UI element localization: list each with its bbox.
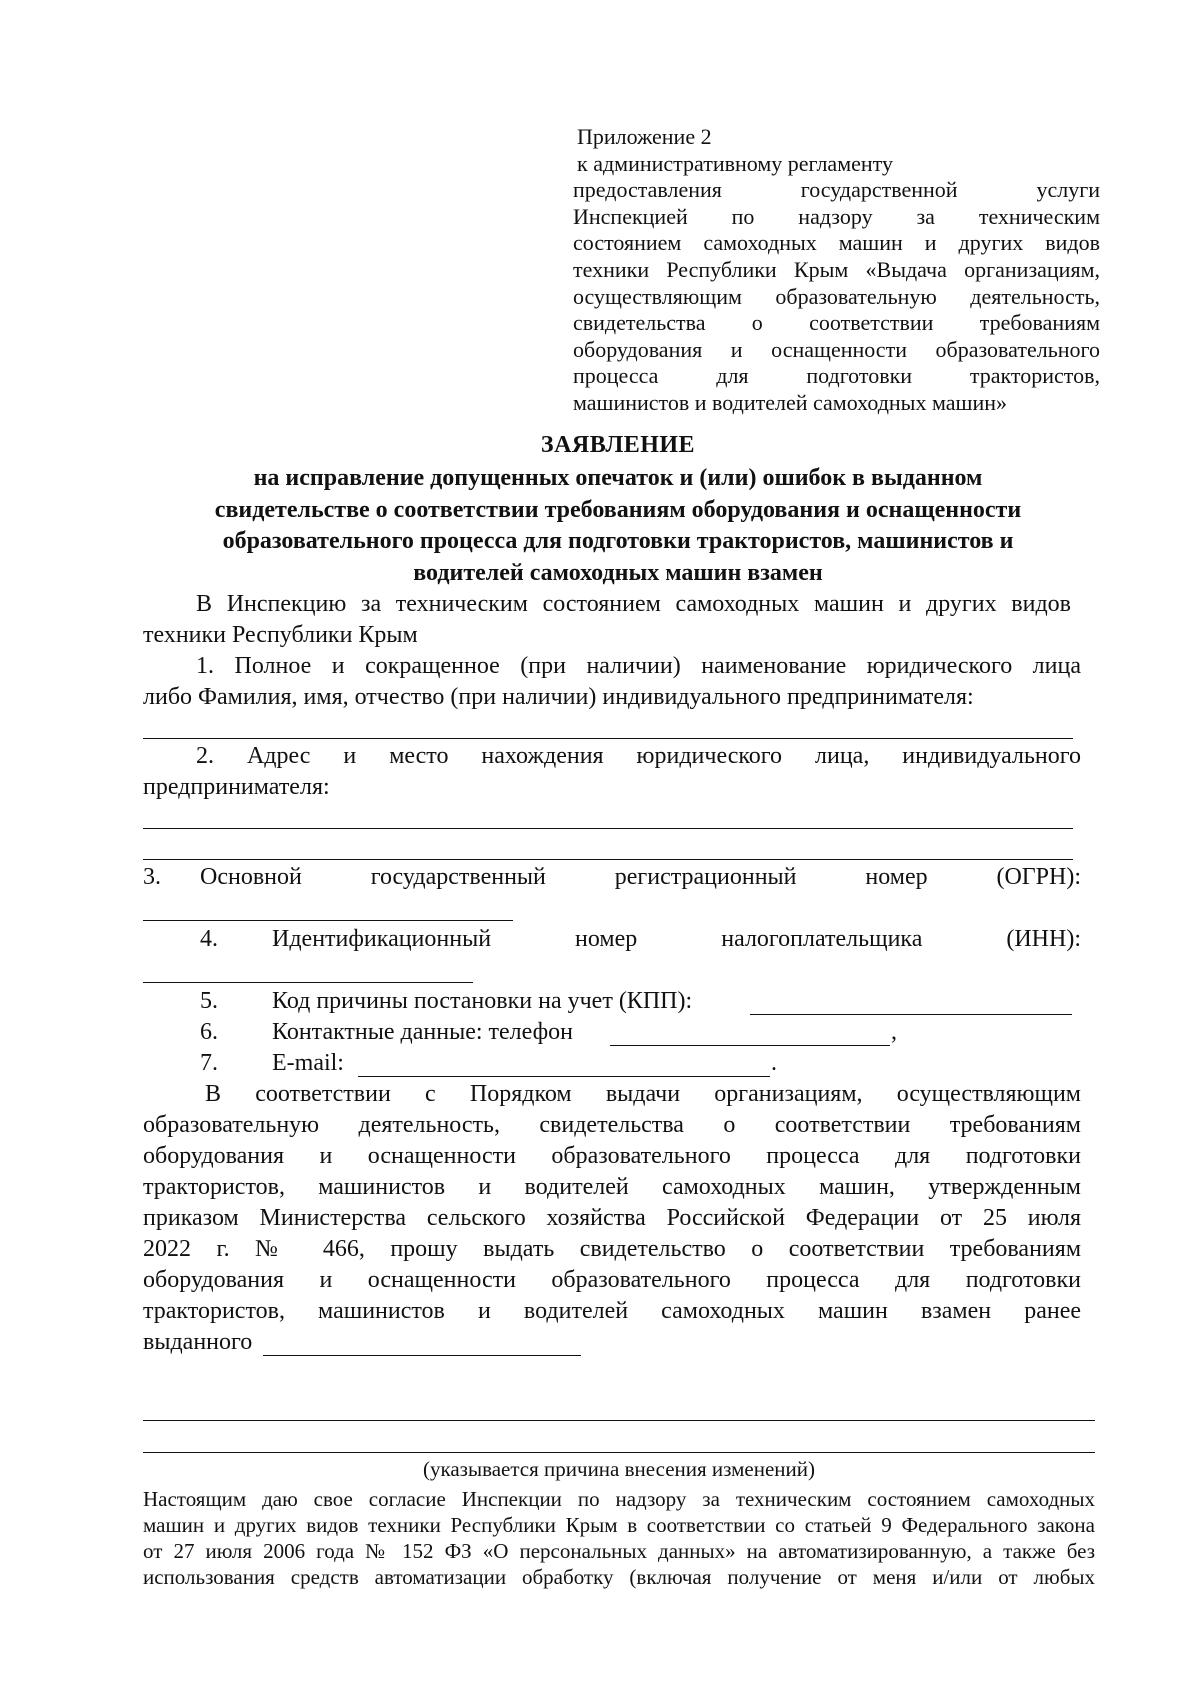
request-line: приказом Министерства сельского хозяйства Российской Федерации от 25 июля [143,1205,1081,1231]
consent-line: использования средств автоматизации обработку (включая получение от меня и/или от любых [143,1565,1095,1589]
request-line: 2022 г. № 466, прошу выдать свидетельство о соответствии требованиям [143,1236,1081,1262]
addressee-line: В Инспекцию за техническим состоянием самоходных машин и других видов [196,591,1071,617]
item2-field-line[interactable] [143,828,1073,829]
document-title: ЗАЯВЛЕНИЕ [540,432,696,458]
appendix-line: оборудования и оснащенности образовательного [573,336,1100,362]
subtitle-line: на исправление допущенных опечаток и (или) ошибок в выданном [253,465,983,491]
ogrn-field-line[interactable] [143,920,513,921]
appendix-line: свидетельства о соответствии требованиям [573,310,1100,336]
consent-line: Настоящим даю свое согласие Инспекции по надзору за техническим состоянием самоходных [143,1487,1095,1511]
item2-label-cont: предпринимателя: [143,774,330,800]
request-line: В соответствии с Порядком выдачи организациям, осуществляющим [205,1081,1081,1107]
item7-number: 7. [200,1050,218,1076]
appendix-regulation: к административному регламенту [577,150,893,176]
item6-number: 6. [200,1019,218,1045]
request-line: трактористов, машинистов и водителей самоходных машин взамен ранее [143,1298,1081,1324]
item6-text: Контактные данные: телефон [272,1019,573,1045]
item2-field-line-2[interactable] [143,859,1073,860]
item1-field-line[interactable] [143,738,1073,739]
reason-field-line-2[interactable] [143,1452,1095,1453]
item4-text: Идентификационный номер налогоплательщика (ИНН): [272,926,1081,952]
appendix-line: состоянием самоходных машин и других видов [573,230,1100,256]
consent-line: машин и других видов техники Республики Крым в соответствии со статьей 9 Федерального закона [143,1513,1095,1537]
item7-text: E-mail: [272,1050,344,1076]
appendix-line: процесса для подготовки трактористов, [573,363,1100,389]
appendix-line: предоставления государственной услуги [573,177,1100,203]
item2-label: 2. Адрес и место нахождения юридического лица, индивидуального [196,743,1081,769]
request-line: оборудования и оснащенности образовательного процесса для подготовки [143,1143,1081,1169]
subtitle-line: образовательного процесса для подготовки трактористов, машинистов и [222,528,1014,554]
item3-number: 3. [143,864,161,890]
phone-field-line[interactable] [610,1045,890,1046]
request-line: оборудования и оснащенности образовательного процесса для подготовки [143,1267,1081,1293]
item5-number: 5. [200,988,218,1014]
appendix-block [573,124,1100,417]
subtitle-line: водителей самоходных машин взамен [413,559,823,586]
reason-caption: (указывается причина внесения изменений) [422,1457,816,1481]
item3-text: Основной государственный регистрационный номер (ОГРН): [200,864,1081,890]
item7-tail: . [771,1050,777,1076]
previous-certificate-field-line[interactable] [263,1355,581,1356]
request-line: образовательную деятельность, свидетельства о соответствии требованиям [143,1112,1081,1138]
appendix-line: техники Республики Крым «Выдача организациям, [573,256,1100,282]
email-field-line[interactable] [358,1076,770,1077]
item1-label-cont: либо Фамилия, имя, отчество (при наличии) индивидуального предпринимателя: [143,684,974,710]
appendix-line: Инспекцией по надзору за техническим [573,203,1100,229]
inn-field-line[interactable] [143,982,473,983]
item5-text: Код причины постановки на учет (КПП): [272,988,693,1014]
addressee-line: техники Республики Крым [143,622,418,648]
consent-line: от 27 июля 2006 года № 152 ФЗ «О персональных данных» на автоматизированную, а также без [143,1539,1095,1563]
appendix-line: осуществляющим образовательную деятельность, [573,283,1100,309]
document-subtitle [143,463,1093,589]
item6-tail: , [891,1019,897,1045]
item4-number: 4. [200,926,218,952]
appendix-number: Приложение 2 [577,124,712,149]
request-line: трактористов, машинистов и водителей самоходных машин, утвержденным [143,1174,1081,1200]
appendix-line: машинистов и водителей самоходных машин» [573,389,1007,415]
subtitle-line: свидетельстве о соответствии требованиям оборудования и оснащенности [214,496,1022,523]
item1-label: 1. Полное и сокращенное (при наличии) наименование юридического лица [196,653,1081,679]
request-last-word: выданного [143,1329,253,1355]
kpp-field-line[interactable] [750,1014,1072,1015]
reason-field-line[interactable] [143,1420,1095,1421]
